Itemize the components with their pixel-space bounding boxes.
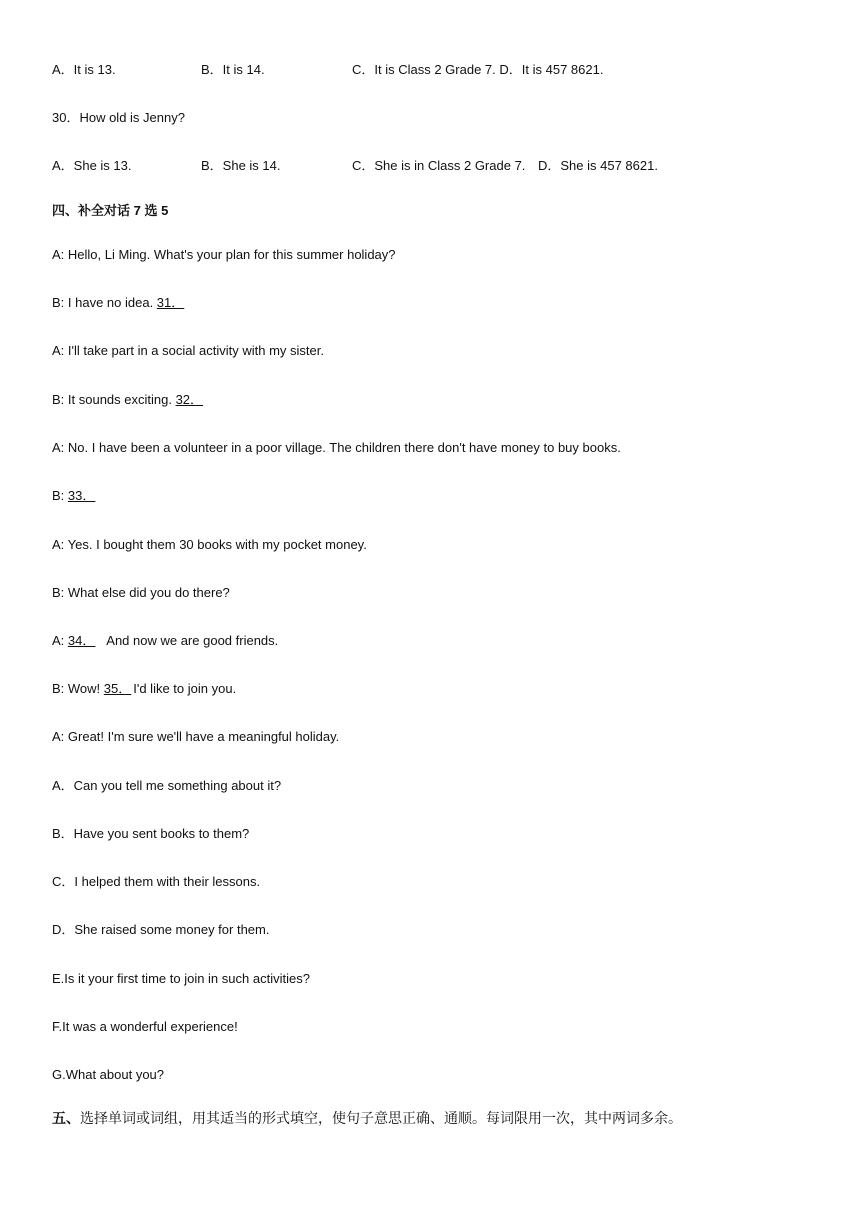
choice-g: G.What about you? — [52, 1067, 165, 1082]
dialogue-text: A: Hello, Li Ming. What's your plan for this summer holiday? — [52, 247, 396, 262]
choice-b: B．Have you sent books to them? — [52, 826, 250, 841]
dialogue-text: A: Yes. I bought them 30 books with my pocket money. — [52, 537, 367, 552]
section-5-title — [52, 1109, 682, 1127]
dialogue-line — [52, 728, 339, 746]
dialogue-line — [52, 487, 103, 505]
dialogue-text: B: It sounds exciting. — [52, 392, 176, 407]
q29-option-a: A．It is 13. — [52, 62, 116, 77]
dialogue-text: And now we are good friends. — [103, 633, 279, 648]
section-4-title: 四、补全对话 7 选 5 — [52, 203, 169, 218]
choice-c: C．I helped them with their lessons. — [52, 874, 261, 889]
dialogue-text: A: Great! I'm sure we'll have a meaningful holiday. — [52, 729, 340, 744]
dialogue-line — [52, 632, 278, 650]
dialogue-line — [52, 680, 236, 698]
answer-blank-35[interactable]: 35． — [103, 681, 132, 696]
answer-blank-34[interactable]: 34． — [67, 633, 96, 648]
answer-blank-32[interactable]: 32． — [175, 392, 204, 407]
dialogue-text: I'd like to join you. — [133, 681, 237, 696]
choice-d: D．She raised some money for them. — [52, 922, 270, 937]
q30-option-a: A．She is 13. — [52, 158, 132, 173]
answer-blank-33[interactable]: 33． — [67, 488, 96, 503]
dialogue-line — [52, 391, 211, 409]
choice-f: F.It was a wonderful experience! — [52, 1019, 238, 1034]
q30-question: 30．How old is Jenny? — [52, 110, 185, 125]
q30-option-d: D．She is 457 8621. — [538, 158, 658, 173]
dialogue-line — [52, 246, 396, 264]
dialogue-text: B: Wow! — [52, 681, 104, 696]
dialogue-text: B: I have no idea. — [52, 295, 157, 310]
dialogue-text: A: I'll take part in a social activity with my sister. — [52, 343, 324, 358]
dialogue-text: A: — [52, 633, 68, 648]
dialogue-text: B: What else did you do there? — [52, 585, 230, 600]
dialogue-line — [52, 439, 621, 457]
dialogue-line — [52, 536, 367, 554]
q29-option-b: B．It is 14. — [201, 62, 265, 77]
q29-option-c-d: C．It is Class 2 Grade 7. D．It is 457 8621. — [352, 62, 604, 77]
dialogue-line — [52, 342, 324, 360]
section-5-number: 五、 — [52, 1110, 80, 1126]
choice-e: E.Is it your first time to join in such activities? — [52, 971, 310, 986]
dialogue-line — [52, 294, 192, 312]
dialogue-text: A: No. I have been a volunteer in a poor village. The children there don't have money to buy books. — [52, 440, 621, 455]
answer-blank-31[interactable]: 31． — [156, 295, 185, 310]
q30-option-c: C．She is in Class 2 Grade 7. — [352, 158, 526, 173]
choice-a: A．Can you tell me something about it? — [52, 778, 282, 793]
dialogue-text: B: — [52, 488, 68, 503]
section-5-instructions: 选择单词或词组，用其适当的形式填空，使句子意思正确、通顺。每词限用一次，其中两词多余。 — [80, 1110, 682, 1126]
dialogue-line — [52, 584, 230, 602]
q30-option-b: B．She is 14. — [201, 158, 281, 173]
